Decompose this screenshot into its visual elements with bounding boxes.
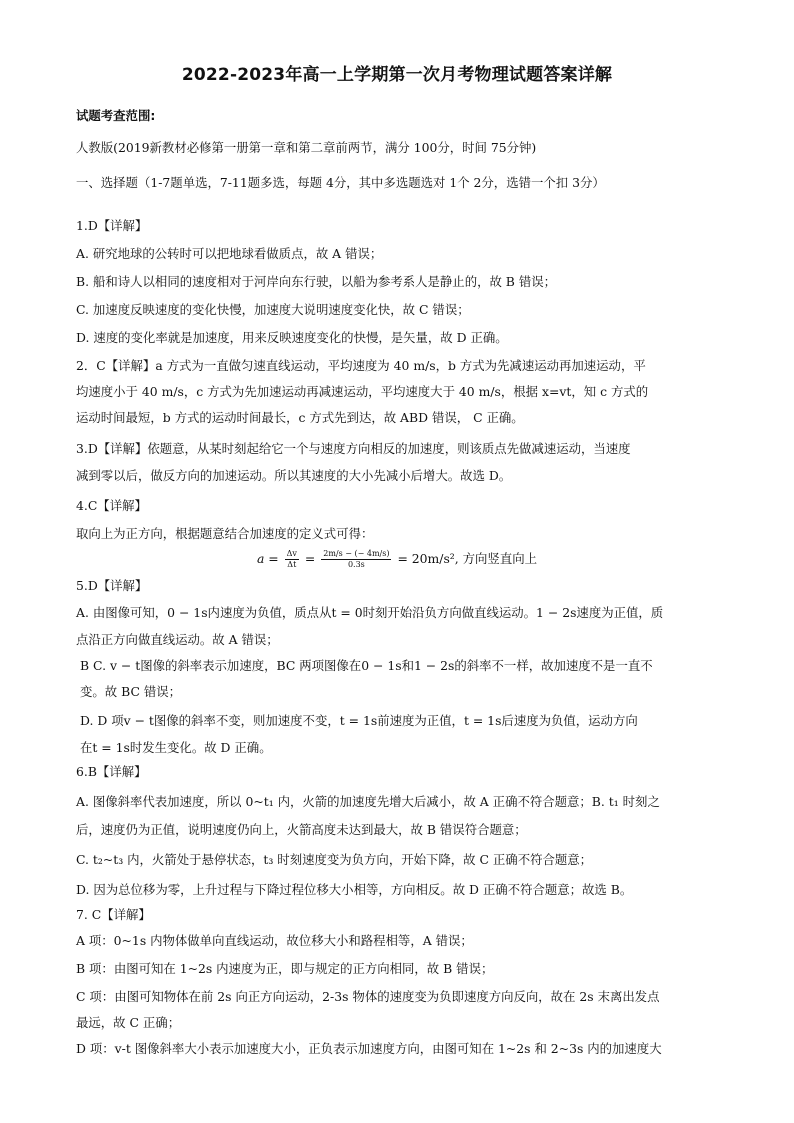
answer-line-q5-bc1: B C. v − t图像的斜率表示加速度，BC 两项图像在0 − 1s和1 − 2s的斜率不一样，故加速度不是一直不 bbox=[80, 658, 653, 673]
answer-line-q5-a2: 点沿正方向做直线运动。故 A 错误； bbox=[76, 632, 279, 647]
answer-line-q5-a1: A. 由图像可知，0 − 1s内速度为负值，质点从t = 0时刻开始沿负方向做直线运动。1 − 2s速度为正值，质 bbox=[76, 605, 664, 620]
answer-line-q1-head: 1.D【详解】 bbox=[76, 218, 148, 233]
answer-line-q3-2: 减到零以后，做反方向的加速运动。所以其速度的大小先减小后增大。故选 D。 bbox=[76, 468, 512, 483]
answer-line-q1-b: B. 船和诗人以相同的速度相对于河岸向东行驶，以船为参考系人是静止的，故 B 错误； bbox=[76, 274, 557, 289]
answer-line-q7-b: B 项：由图可知在 1~2s 内速度为正，即与规定的正方向相同，故 B 错误； bbox=[76, 961, 494, 976]
answer-line-q4-head: 4.C【详解】 bbox=[76, 498, 147, 513]
formula-fraction-values bbox=[321, 549, 391, 570]
answer-line-q1-d: D. 速度的变化率就是加速度，用来反映速度变化的快慢，是矢量，故 D 正确。 bbox=[76, 330, 508, 345]
answer-line-q6-d: D. 因为总位移为零，上升过程与下降过程位移大小相等，方向相反。故 D 正确不符合题意；故选 B。 bbox=[76, 882, 633, 897]
answer-line-q7-c1: C 项：由图可知物体在前 2s 向正方向运动，2-3s 物体的速度变为负即速度方向反向，故在 2s 末离出发点 bbox=[76, 989, 660, 1004]
answer-line-q3-1: 3.D【详解】依题意，从某时刻起给它一个与速度方向相反的加速度，则该质点先做减速运动，当速度 bbox=[76, 441, 631, 456]
formula-frac2-denominator: 0.3s bbox=[347, 560, 365, 569]
answer-line-q6-c: C. t₂~t₃ 内，火箭处于悬停状态，t₃ 时刻速度变为负方向，开始下降，故 C 正确不符合题意； bbox=[76, 852, 593, 867]
section-heading: 一、选择题（1-7题单选，7-11题多选，每题 4分，其中多选题选对 1个 2分，选错一个扣 3分） bbox=[76, 175, 605, 190]
formula-frac2-numerator: 2m/s − (− 4m/s) bbox=[323, 549, 390, 558]
answer-line-q7-d: D 项：v-t 图像斜率大小表示加速度大小，正负表示加速度方向，由图可知在 1~2s 和 2~3s 内的加速度大 bbox=[76, 1041, 662, 1056]
answer-line-q5-head: 5.D【详解】 bbox=[76, 578, 148, 593]
formula-lhs: a = bbox=[256, 551, 279, 566]
answer-line-q7-a: A 项：0~1s 内物体做单向直线运动，故位移大小和路程相等，A 错误； bbox=[76, 933, 473, 948]
answer-line-q5-bc2: 变。故 BC 错误； bbox=[80, 684, 182, 699]
acceleration-formula bbox=[0, 549, 794, 570]
formula-fraction-delta bbox=[285, 549, 299, 570]
answer-line-q5-d1: D. D 项v − t图像的斜率不变，则加速度不变，t = 1s前速度为正值，t = 1s后速度为负值，运动方向 bbox=[80, 713, 638, 728]
formula-result: = 20m/s², 方向竖直向上 bbox=[397, 551, 537, 566]
answer-line-q6-a2: 后，速度仍为正值，说明速度仍向上，火箭高度未达到最大，故 B 错误符合题意； bbox=[76, 822, 527, 837]
formula-equals: = bbox=[304, 551, 316, 566]
answer-line-q6-a1: A. 图像斜率代表加速度，所以 0~t₁ 内，火箭的加速度先增大后减小，故 A 正确不符合题意；B. t₁ 时刻之 bbox=[76, 794, 660, 809]
answer-line-q7-head: 7. C【详解】 bbox=[76, 907, 151, 922]
answer-line-q7-c2: 最远，故 C 正确； bbox=[76, 1015, 181, 1030]
answer-line-q6-head: 6.B【详解】 bbox=[76, 764, 147, 779]
answer-line-q4-1: 取向上为正方向，根据题意结合加速度的定义式可得： bbox=[76, 526, 374, 541]
answer-line-q2-2: 均速度小于 40 m/s，c 方式为先加速运动再减速运动，平均速度大于 40 m/s，根据 x=vt，知 c 方式的 bbox=[76, 384, 649, 399]
answer-line-q5-d2: 在t = 1s时发生变化。故 D 正确。 bbox=[80, 740, 272, 755]
page-title: 2022-2023年高一上学期第一次月考物理试题答案详解 bbox=[181, 65, 613, 85]
answer-line-q1-a: A. 研究地球的公转时可以把地球看做质点，故 A 错误； bbox=[76, 246, 383, 261]
answer-line-q2-3: 运动时间最短，b 方式的运动时间最长，c 方式先到达，故 ABD 错误， C 正确。 bbox=[76, 410, 524, 425]
answer-line-q2-1: 2．C【详解】a 方式为一直做匀速直线运动，平均速度为 40 m/s，b 方式为先减速运动再加速运动，平 bbox=[76, 358, 646, 373]
scope-heading: 试题考查范围: bbox=[76, 108, 156, 123]
answer-line-q1-c: C. 加速度反映速度的变化快慢，加速度大说明速度变化快，故 C 错误； bbox=[76, 302, 470, 317]
scope-text: 人教版(2019新教材必修第一册第一章和第二章前两节，满分 100分，时间 75分钟) bbox=[76, 140, 537, 155]
formula-frac1-numerator: Δv bbox=[286, 549, 297, 558]
formula-frac1-denominator: Δt bbox=[287, 560, 297, 569]
